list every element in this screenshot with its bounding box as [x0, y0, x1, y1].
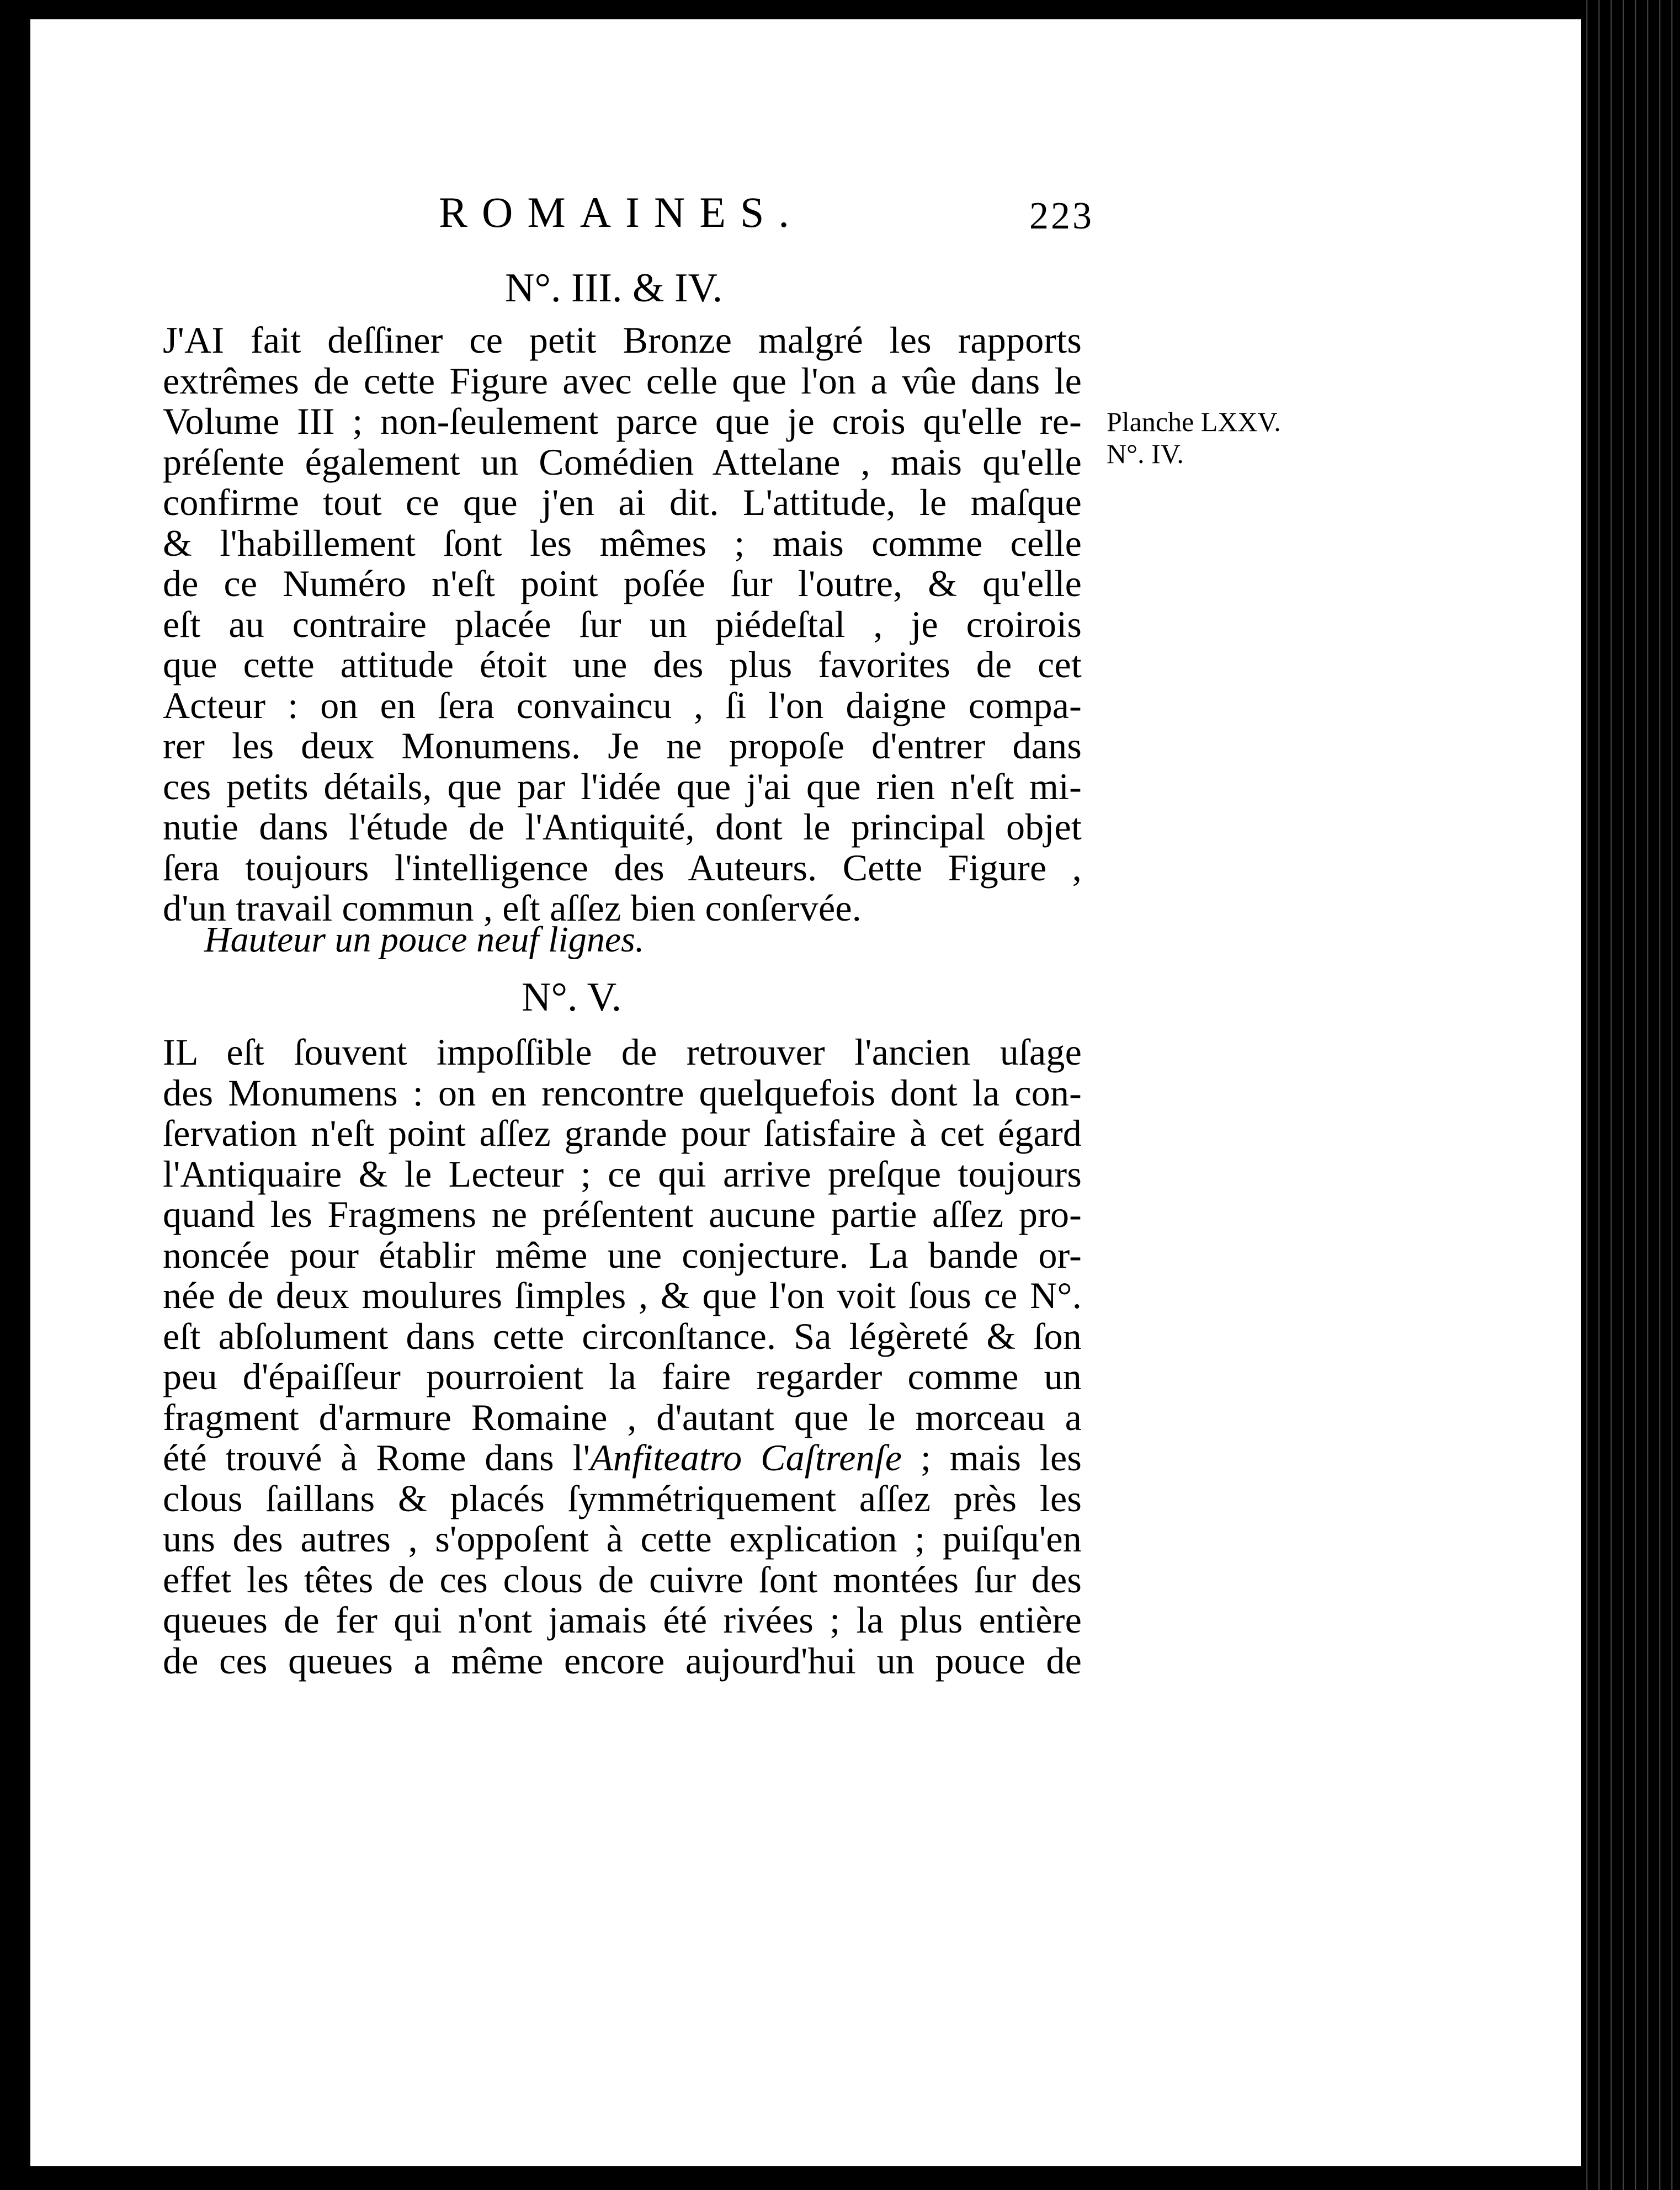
section-v-text — [163, 1032, 1082, 1681]
text-segment: ; mais les — [902, 1437, 1082, 1479]
text-line: Acteur : on en ſera convaincu , ſi l'on daigne compa- — [163, 684, 1082, 726]
text-line: clous ſaillans & placés ſymmétriquement aſſez près les — [163, 1477, 1082, 1519]
plate-reference: Planche LXXV. — [1107, 406, 1281, 437]
text-line: noncée pour établir même une conjecture. La bande or- — [163, 1234, 1082, 1276]
section-heading-iii-iv: N°. III. & IV. — [505, 265, 723, 311]
dimension-note: Hauteur un pouce neuf lignes. — [204, 919, 645, 960]
text-line: nutie dans l'étude de l'Antiquité, dont le principal objet — [163, 806, 1082, 848]
text-line: queues de fer qui n'ont jamais été rivées ; la plus entière — [163, 1599, 1082, 1641]
text-line: eſt abſolument dans cette circonſtance. Sa légèreté & ſon — [163, 1315, 1082, 1357]
book-edge — [1581, 0, 1680, 2190]
text-line: fragment d'armure Romaine , d'autant que le morceau a — [163, 1396, 1082, 1438]
text-line: IL eſt ſouvent impoſſible de retrouver l'ancien uſage — [163, 1031, 1082, 1073]
text-line: extrêmes de cette Figure avec celle que l'on a vûe dans le — [163, 359, 1082, 402]
running-head — [386, 188, 1225, 248]
text-line: peu d'épaiſſeur pourroient la faire regarder comme un — [163, 1356, 1082, 1397]
text-line: & l'habillement ſont les mêmes ; mais comme celle — [163, 522, 1082, 564]
italic-place-name: Anfiteatro Caſtrenſe — [590, 1437, 902, 1479]
text-line: eſt au contraire placée ſur un piédeſtal , je croirois — [163, 603, 1082, 645]
text-line: des Monumens : on en rencontre quelquefois dont la con- — [163, 1071, 1082, 1114]
text-line: née de deux moulures ſimples , & que l'on voit ſous ce N°. — [163, 1274, 1082, 1316]
text-line: ſervation n'eſt point aſſez grande pour ſatisfaire à cet égard — [163, 1112, 1082, 1154]
text-line: que cette attitude étoit une des plus favorites de cet — [163, 644, 1082, 685]
plate-number: N°. IV. — [1107, 438, 1184, 469]
text-line: ces petits détails, que par l'idée que j'ai que rien n'eſt mi- — [163, 765, 1082, 807]
margin-note — [1107, 406, 1316, 470]
text-line: de ces queues a même encore aujourd'hui un pouce de — [163, 1639, 1082, 1682]
running-title: ROMAINES. — [439, 188, 804, 236]
text-segment: été trouvé à Rome dans l' — [163, 1437, 591, 1479]
page-number: 223 — [1029, 195, 1094, 237]
text-line — [163, 1438, 1082, 1479]
text-line: J'AI fait deſſiner ce petit Bronze malgré les rapports — [163, 319, 1082, 361]
text-line: uns des autres , s'oppoſent à cette explication ; puiſqu'en — [163, 1518, 1082, 1560]
text-line: ſera toujours l'intelligence des Auteurs. Cette Figure , — [163, 846, 1082, 889]
text-line: confirme tout ce que j'en ai dit. L'attitude, le maſque — [163, 481, 1082, 523]
section-heading-v: N°. V. — [522, 975, 622, 1020]
text-line: rer les deux Monumens. Je ne propoſe d'entrer dans — [163, 725, 1082, 767]
text-line: l'Antiquaire & le Lecteur ; ce qui arrive preſque toujours — [163, 1152, 1082, 1195]
text-line: effet les têtes de ces clous de cuivre ſont montées ſur des — [163, 1558, 1082, 1601]
text-line: de ce Numéro n'eſt point poſée ſur l'outre, & qu'elle — [163, 562, 1082, 604]
text-line: Volume III ; non-ſeulement parce que je crois qu'elle re- — [163, 400, 1082, 442]
section-iii-iv-text — [163, 320, 1082, 929]
text-line: préſente également un Comédien Attelane , mais qu'elle — [163, 440, 1082, 483]
text-line: quand les Fragmens ne préſentent aucune partie aſſez pro- — [163, 1193, 1082, 1235]
text-line: d'un travail commun , eſt aſſez bien conſervée. — [163, 887, 862, 929]
